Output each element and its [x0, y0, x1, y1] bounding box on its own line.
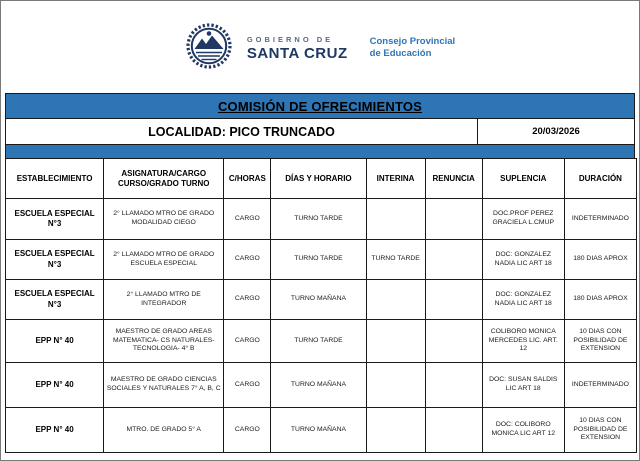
blue-divider-bar [5, 145, 635, 158]
cell-interina [366, 280, 425, 320]
locality-bar [5, 119, 635, 145]
cell-dias-horario: TURNO MAÑANA [271, 363, 366, 408]
cell-choras: CARGO [224, 363, 271, 408]
consejo-provincial-label [370, 36, 456, 61]
cell-interina [366, 320, 425, 363]
cell-choras: CARGO [224, 199, 271, 240]
cell-suplencia: DOC: GONZALEZ NADIA LIC ART 18 [482, 240, 564, 280]
cell-establecimiento: EPP N° 40 [6, 408, 104, 453]
santa-cruz-label: SANTA CRUZ [246, 44, 348, 62]
table-row [6, 320, 637, 363]
table-row [6, 408, 637, 453]
gobierno-de-label: GOBIERNO DE [246, 34, 334, 44]
cell-establecimiento: ESCUELA ESPECIAL N°3 [6, 280, 104, 320]
offers-table [5, 158, 637, 453]
cell-choras: CARGO [224, 240, 271, 280]
cell-duracion: INDETERMINADO [564, 363, 636, 408]
col-establecimiento: ESTABLECIMIENTO [6, 159, 104, 199]
gov-wordmark [247, 35, 348, 62]
cell-asignatura: 2° LLAMADO MTRO DE GRADO MODALIDAD CIEGO [104, 199, 224, 240]
cell-renuncia [425, 199, 482, 240]
consejo-line2: de Educación [369, 48, 432, 59]
cell-establecimiento: EPP N° 40 [6, 320, 104, 363]
cell-duracion: 180 DIAS APROX [564, 240, 636, 280]
cell-suplencia: DOC: SUSAN SALDIS LIC ART 18 [482, 363, 564, 408]
cell-duracion: INDETERMINADO [564, 199, 636, 240]
cell-dias-horario: TURNO TARDE [271, 240, 366, 280]
cell-interina [366, 408, 425, 453]
cell-establecimiento: ESCUELA ESPECIAL N°3 [6, 199, 104, 240]
cell-interina [366, 363, 425, 408]
gov-header [1, 1, 639, 93]
cell-choras: CARGO [224, 280, 271, 320]
santa-cruz-coat-of-arms-icon [185, 22, 233, 75]
col-suplencia: SUPLENCIA [482, 159, 564, 199]
cell-renuncia [425, 363, 482, 408]
cell-dias-horario: TURNO TARDE [271, 320, 366, 363]
cell-renuncia [425, 280, 482, 320]
col-interina: INTERINA [366, 159, 425, 199]
col-asignatura: ASIGNATURA/CARGO CURSO/GRADO TURNO [104, 159, 224, 199]
cell-asignatura: MTRO. DE GRADO 5° A [104, 408, 224, 453]
cell-suplencia: COLIBORO MONICA MERCEDES LIC. ART. 12 [482, 320, 564, 363]
cell-choras: CARGO [224, 320, 271, 363]
page-title: COMISIÓN DE OFRECIMIENTOS [217, 98, 423, 114]
locality-label: LOCALIDAD: PICO TRUNCADO [6, 119, 478, 144]
cell-asignatura: MAESTRO DE GRADO CIENCIAS SOCIALES Y NATURALES 7° A, B, C [104, 363, 224, 408]
cell-asignatura: 2° LLAMADO MTRO DE GRADO ESCUELA ESPECIAL [104, 240, 224, 280]
cell-interina [366, 199, 425, 240]
title-banner [5, 93, 635, 119]
col-duracion: DURACIÓN [564, 159, 636, 199]
table-header-row [6, 159, 637, 199]
cell-duracion: 10 DIAS CON POSIBILIDAD DE EXTENSION [564, 320, 636, 363]
table-row [6, 199, 637, 240]
table-row [6, 363, 637, 408]
cell-establecimiento: ESCUELA ESPECIAL N°3 [6, 240, 104, 280]
cell-suplencia: DOC: GONZALEZ NADIA LIC ART 18 [482, 280, 564, 320]
cell-duracion: 180 DIAS APROX [564, 280, 636, 320]
cell-dias-horario: TURNO TARDE [271, 199, 366, 240]
cell-dias-horario: TURNO MAÑANA [271, 280, 366, 320]
cell-renuncia [425, 408, 482, 453]
cell-asignatura: MAESTRO DE GRADO AREAS MATEMATICA- CS NATURALES- TECNOLOGIA- 4° B [104, 320, 224, 363]
table-row [6, 280, 637, 320]
cell-suplencia: DOC: COLIBORO MONICA LIC ART 12 [482, 408, 564, 453]
cell-suplencia: DOC.PROF PEREZ GRACIELA L.CMUP [482, 199, 564, 240]
col-choras: C/HORAS [224, 159, 271, 199]
cell-interina: TURNO TARDE [366, 240, 425, 280]
table-row [6, 240, 637, 280]
cell-renuncia [425, 320, 482, 363]
consejo-line1: Consejo Provincial [369, 35, 456, 47]
cell-choras: CARGO [224, 408, 271, 453]
cell-renuncia [425, 240, 482, 280]
date-value: 20/03/2026 [532, 126, 580, 137]
col-renuncia: RENUNCIA [425, 159, 482, 199]
cell-duracion: 10 DIAS CON POSIBILIDAD DE EXTENSION [564, 408, 636, 453]
cell-establecimiento: EPP N° 40 [6, 363, 104, 408]
cell-dias-horario: TURNO MAÑANA [271, 408, 366, 453]
cell-asignatura: 2° LLAMADO MTRO DE INTEGRADOR [104, 280, 224, 320]
col-dias-horario: DÍAS Y HORARIO [271, 159, 366, 199]
